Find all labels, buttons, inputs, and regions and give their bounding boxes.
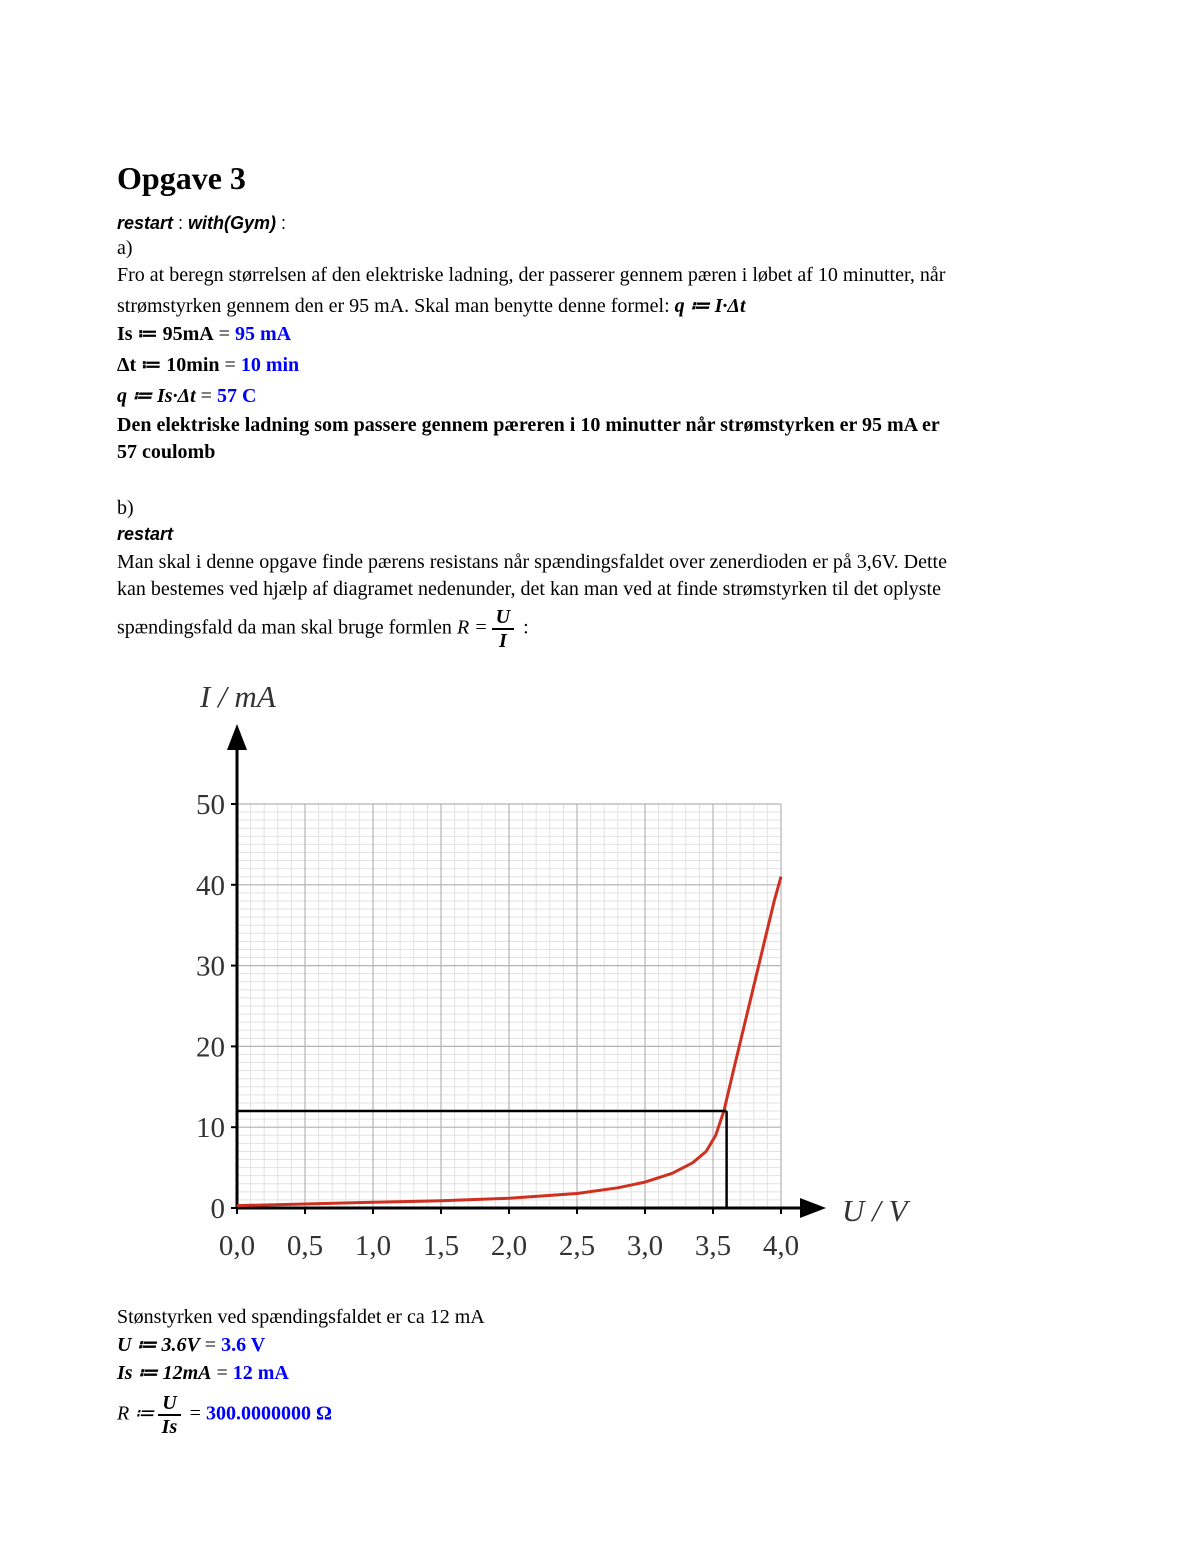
data-point xyxy=(373,1202,374,1203)
x-tick-label: 2,5 xyxy=(558,1230,596,1262)
restart-command: restart xyxy=(117,524,174,544)
x-tick-label: 4,0 xyxy=(762,1230,800,1262)
chart-axes xyxy=(227,724,826,1218)
section-a-label: a) xyxy=(117,237,133,259)
calc-result: 10 min xyxy=(240,354,300,376)
calc-result: 3.6 V xyxy=(221,1334,266,1356)
data-point xyxy=(509,1198,510,1199)
y-axis-arrow xyxy=(227,724,247,750)
fraction-numerator: U xyxy=(158,1392,180,1416)
calc-equals: = xyxy=(195,385,217,407)
fraction-denominator: I xyxy=(498,630,507,652)
data-point xyxy=(237,1205,238,1206)
calc-equals: = xyxy=(199,1334,222,1356)
fraction-denominator: Is xyxy=(161,1416,178,1438)
section-b-text-line1: Man skal i denne opgave finde pærens resistans når spændingsfaldet over zenerdioden er på 3,6V. Dette xyxy=(117,551,947,573)
with-command: with(Gym) xyxy=(188,213,277,233)
data-point xyxy=(617,1187,618,1188)
x-tick-label: 3,5 xyxy=(694,1230,732,1262)
section-b-label: b) xyxy=(117,497,134,519)
chart-ticks xyxy=(196,789,799,1262)
data-point xyxy=(715,1135,716,1136)
data-point xyxy=(760,957,761,958)
data-point xyxy=(692,1162,693,1163)
section-b-text-line2: kan bestemes ved hjælp af diagramet nedenunder, det kan man ved at finde strømstyrken til det oplyste xyxy=(117,578,941,600)
x-axis-label: U / V xyxy=(842,1193,908,1228)
y-tick-label: 20 xyxy=(196,1031,225,1064)
separator: : xyxy=(276,213,287,233)
section-b-text: spændingsfald da man skal bruge formlen xyxy=(117,616,457,639)
formula-lhs: R = xyxy=(456,616,488,639)
calc-equals: = xyxy=(219,354,241,376)
x-axis-arrow xyxy=(800,1198,826,1218)
calc-input: Is ≔ 12mA xyxy=(117,1362,212,1384)
data-point xyxy=(441,1200,442,1201)
calc-equals: = xyxy=(213,323,235,345)
calc-input: Δt ≔ 10min xyxy=(117,354,220,376)
data-point xyxy=(747,1014,748,1015)
data-point xyxy=(733,1070,734,1071)
x-tick-label: 1,5 xyxy=(422,1230,460,1262)
data-point xyxy=(577,1193,578,1194)
y-axis-label: I / mA xyxy=(200,679,276,714)
calc-result: 57 C xyxy=(216,385,257,407)
formula-end: : xyxy=(518,616,529,639)
x-tick-label: 2,0 xyxy=(490,1230,528,1262)
restart-command: restart xyxy=(117,213,174,233)
x-tick-label: 1,0 xyxy=(354,1230,392,1262)
y-tick-label: 40 xyxy=(196,869,225,902)
page-title: Opgave 3 xyxy=(117,160,246,196)
conclusion-line2: 57 coulomb xyxy=(117,441,216,463)
separator: : xyxy=(173,213,189,233)
calc-result: 95 mA xyxy=(234,323,292,345)
calc-input: R ≔ xyxy=(117,1402,155,1425)
calc-input: U ≔ 3.6V xyxy=(117,1334,200,1356)
x-tick-label: 0,0 xyxy=(218,1230,256,1262)
calc-result: 300.0000000 Ω xyxy=(205,1402,332,1425)
chart-labels xyxy=(199,679,911,1228)
data-point xyxy=(645,1182,646,1183)
x-tick-label: 0,5 xyxy=(286,1230,324,1262)
y-tick-label: 10 xyxy=(196,1112,225,1145)
calc-input: Is ≔ 95mA xyxy=(117,323,214,345)
calc-result: 12 mA xyxy=(232,1362,289,1384)
calc-input: q ≔ Is·Δt xyxy=(117,385,196,407)
calc-equals: = xyxy=(184,1402,206,1425)
charge-formula: q ≔ I·Δt xyxy=(674,295,746,317)
section-a-text: strømstyrken gennem den er 95 mA. Skal man benytte denne formel: xyxy=(117,295,675,317)
result-text: Stønstyrken ved spændingsfaldet er ca 12 mA xyxy=(117,1306,485,1328)
calc-line-resistance xyxy=(117,1392,332,1438)
fraction-numerator: U xyxy=(492,606,514,630)
calc-line-voltage xyxy=(117,1333,265,1357)
data-point xyxy=(774,900,775,901)
y-tick-label: 30 xyxy=(196,950,225,983)
resistance-fraction xyxy=(158,1392,180,1438)
y-tick-label: 50 xyxy=(196,789,225,821)
calc-line-current-b xyxy=(117,1361,289,1385)
calc-equals: = xyxy=(211,1362,233,1384)
data-point xyxy=(781,876,782,877)
data-point xyxy=(672,1173,673,1174)
conclusion-line1: Den elektriske ladning som passere gennem pæreren i 10 minutter når strømstyrken er 95 mA er xyxy=(117,414,940,436)
data-point xyxy=(305,1203,306,1204)
y-tick-label: 0 xyxy=(210,1193,225,1225)
data-point xyxy=(706,1151,707,1152)
section-a-text-line1: Fro at beregn størrelsen af den elektriske ladning, der passerer gennem pæren i løbet af 10 minutter, når xyxy=(117,264,946,286)
x-tick-label: 3,0 xyxy=(626,1230,664,1262)
